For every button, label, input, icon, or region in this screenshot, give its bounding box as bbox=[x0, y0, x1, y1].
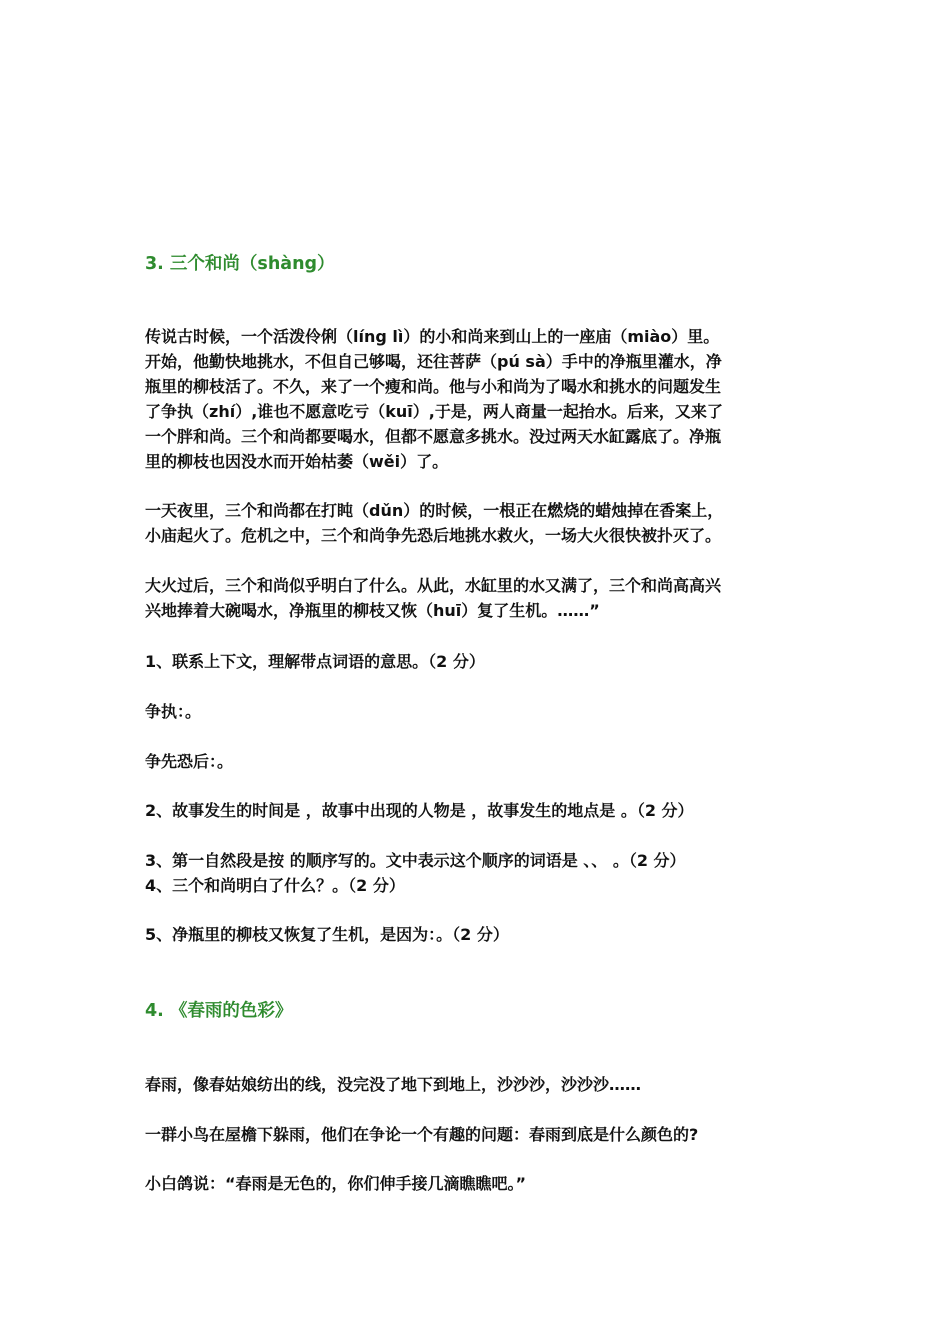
spring-rain-paragraph-3: 小白鸽说：“春雨是无色的，你们伸手接几滴瞧瞧吧。” bbox=[145, 1174, 527, 1193]
question-4: 4、三个和尚明白了什么？。（2 分） bbox=[145, 876, 405, 895]
story-paragraph-2: 一天夜里，三个和尚都在打盹（dǔn）的时候，一根正在燃烧的蜡烛掉在香案上， 小庙起火了。危机之中，三个和尚争先恐后地挑水救火，一场大火很快被扑灭了。 bbox=[145, 501, 724, 545]
section-4-heading: 4. 《春雨的色彩》 bbox=[145, 1001, 293, 1021]
story-paragraph-1: 传说古时候，一个活泼伶俐（líng lì）的小和尚来到山上的一座庙（miào）里。 开始，他勤快地挑水，不但自己够喝，还往菩萨（pú sà）手中的净瓶里灌水，净 瓶里的柳枝活了。不久，来了一个瘦和尚。他与小和尚为了喝水和挑水的问题发生 了争执（zhí）,谁也不愿意吃亏（kuī）,于是，两人商量一起抬水。后来，又来了 一个胖和尚。三个和尚都要喝水，但都不愿意多挑水。没过两天水缸露底了。净瓶 里的柳枝也因没水而开始枯萎（wěi）了。 bbox=[145, 327, 723, 471]
question-2: 2、故事发生的时间是 ，故事中出现的人物是 ，故事发生的地点是 。（2 分） bbox=[145, 801, 694, 820]
story-paragraph-3: 大火过后，三个和尚似乎明白了什么。从此，水缸里的水又满了，三个和尚高高兴 兴地捧着大碗喝水，净瓶里的柳枝又恢（huī）复了生机。……” bbox=[145, 576, 722, 620]
spring-rain-paragraph-1: 春雨，像春姑娘纺出的线，没完没了地下到地上，沙沙沙，沙沙沙…… bbox=[145, 1075, 642, 1094]
question-1-answer-zhengzhi: 争执：。 bbox=[145, 702, 202, 721]
section-3-heading: 3. 三个和尚（shàng） bbox=[145, 254, 335, 274]
question-1: 1、联系上下文，理解带点词语的意思。（2 分） bbox=[145, 652, 485, 671]
spring-rain-paragraph-2: 一群小鸟在屋檐下躲雨，他们在争论一个有趣的问题：春雨到底是什么颜色的? bbox=[145, 1125, 699, 1144]
question-3: 3、第一自然段是按 的顺序写的。文中表示这个顺序的词语是 、、 。（2 分） bbox=[145, 851, 686, 870]
question-1-answer-zhengxiankonghou: 争先恐后：。 bbox=[145, 752, 234, 771]
question-5: 5、净瓶里的柳枝又恢复了生机，是因为：。（2 分） bbox=[145, 925, 509, 944]
